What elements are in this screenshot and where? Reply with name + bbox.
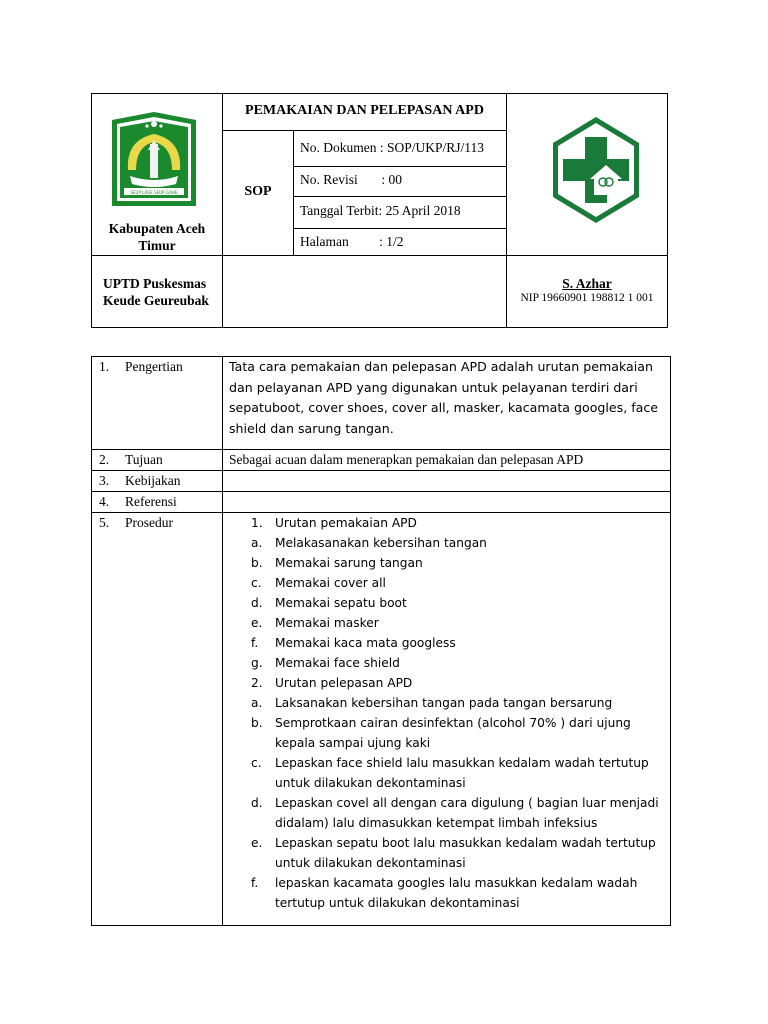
- list-text: Lepaskan sepatu boot lalu masukkan kedalam wadah tertutup untuk dilakukan dekontaminasi: [275, 836, 656, 870]
- header-border-bottom: [91, 327, 668, 328]
- list-marker: b.: [251, 716, 263, 730]
- list-marker: a.: [251, 696, 263, 710]
- unit-name: UPTD Puskesmas Keude Geureubak: [103, 276, 209, 308]
- title-row-line: [222, 130, 507, 131]
- list-marker: 1.: [251, 516, 263, 530]
- content-border-right: [670, 356, 671, 926]
- doc-number: No. Dokumen : SOP/UKP/RJ/113: [300, 140, 485, 155]
- list-text: Melakasanakan kebersihan tangan: [275, 536, 487, 550]
- list-item: [248, 513, 668, 533]
- list-marker: f.: [251, 876, 259, 890]
- page-number: Halaman : 1/2: [300, 234, 404, 249]
- list-text: Lepaskan face shield lalu masukkan kedalam wadah tertutup untuk dilakukan dekontaminasi: [275, 756, 649, 790]
- section-number: 3.: [99, 473, 110, 488]
- revision-number: No. Revisi : 00: [300, 172, 403, 187]
- list-marker: c.: [251, 576, 262, 590]
- list-text: Memakai kaca mata googless: [275, 636, 456, 650]
- header-border-right: [667, 93, 668, 328]
- list-text: Semprotkaan cairan desinfektan (alcohol 70% ) dari ujung kepala sampai ujung kaki: [275, 716, 631, 750]
- section-content-pengertian: Tata cara pemakaian dan pelepasan APD adalah urutan pemakaian dan pelayanan APD yang digunakan untuk pelayanan terdiri dari sepatuboot, cover shoes, cover all, masker, kacamata googles, face shield dan sarung tangan.: [229, 359, 659, 436]
- row-line-1: [91, 449, 671, 450]
- list-item: [248, 753, 668, 793]
- row-line-2: [91, 470, 671, 471]
- section-label-prosedur: Prosedur: [125, 515, 173, 530]
- section-label-tujuan: Tujuan: [125, 452, 163, 467]
- header-border-top: [91, 93, 668, 94]
- content-divider: [222, 356, 223, 926]
- list-item: [248, 873, 668, 913]
- list-item: [248, 713, 668, 753]
- list-item: [248, 653, 668, 673]
- list-text: Laksanakan kebersihan tangan pada tangan bersarung: [275, 696, 613, 710]
- list-item: [248, 553, 668, 573]
- section-content-tujuan: Sebagai acuan dalam menerapkan pemakaian dan pelepasan APD: [229, 452, 584, 467]
- signer-nip: NIP 19660901 198812 1 001: [520, 292, 654, 304]
- issue-date: Tanggal Terbit: 25 April 2018: [300, 203, 461, 218]
- list-text: lepaskan kacamata googles lalu masukkan kedalam wadah tertutup untuk dilakukan dekontaminasi: [275, 876, 638, 910]
- section-number: 2.: [99, 452, 110, 467]
- content-border-bottom: [91, 925, 671, 926]
- doc-row-line-2: [293, 196, 507, 197]
- list-item: [248, 613, 668, 633]
- doc-row-line-3: [293, 228, 507, 229]
- section-label-referensi: Referensi: [125, 494, 177, 509]
- list-item: [248, 633, 668, 653]
- signer-name: S. Azhar: [562, 276, 612, 291]
- logo-banner: SEUP LAGE SEUP GOHE: [130, 190, 178, 195]
- list-marker: e.: [251, 616, 263, 630]
- sop-label: SOP: [244, 184, 272, 199]
- list-text: Urutan pelepasan APD: [275, 676, 413, 690]
- list-marker: a.: [251, 536, 263, 550]
- section-label-kebijakan: Kebijakan: [125, 473, 181, 488]
- list-marker: e.: [251, 836, 263, 850]
- list-item: [248, 673, 668, 693]
- header-row-line: [91, 255, 668, 256]
- section-number: 1.: [99, 359, 110, 374]
- puskesmas-logo: [550, 115, 642, 225]
- list-item: [248, 833, 668, 873]
- aceh-timur-logo: [106, 110, 202, 208]
- list-text: Memakai sarung tangan: [275, 556, 423, 570]
- list-marker: d.: [251, 796, 263, 810]
- region-name: Kabupaten Aceh Timur: [108, 221, 206, 253]
- list-text: Lepaskan covel all dengan cara digulung ( bagian luar menjadi didalam) lalu dimasukkan ketempat limbah infeksius: [275, 796, 659, 830]
- list-text: Memakai masker: [275, 616, 379, 630]
- list-text: Memakai face shield: [275, 656, 400, 670]
- section-number: 5.: [99, 515, 110, 530]
- list-marker: 2.: [251, 676, 263, 690]
- list-marker: b.: [251, 556, 263, 570]
- list-item: [248, 593, 668, 613]
- procedure-list: [248, 513, 668, 913]
- list-text: Memakai cover all: [275, 576, 386, 590]
- list-marker: d.: [251, 596, 263, 610]
- header-divider-1: [222, 93, 223, 328]
- header-border-left: [91, 93, 92, 328]
- header-divider-3: [293, 130, 294, 255]
- list-item: [248, 573, 668, 593]
- list-item: [248, 533, 668, 553]
- list-text: Urutan pemakaian APD: [275, 516, 417, 530]
- list-marker: g.: [251, 656, 263, 670]
- row-line-3: [91, 491, 671, 492]
- section-number: 4.: [99, 494, 110, 509]
- list-text: Memakai sepatu boot: [275, 596, 407, 610]
- doc-row-line-1: [293, 166, 507, 167]
- document-title: PEMAKAIAN DAN PELEPASAN APD: [245, 103, 484, 118]
- section-label-pengertian: Pengertian: [125, 359, 183, 374]
- list-marker: c.: [251, 756, 262, 770]
- list-item: [248, 793, 668, 833]
- content-border-left: [91, 356, 92, 926]
- list-marker: f.: [251, 636, 259, 650]
- list-item: [248, 693, 668, 713]
